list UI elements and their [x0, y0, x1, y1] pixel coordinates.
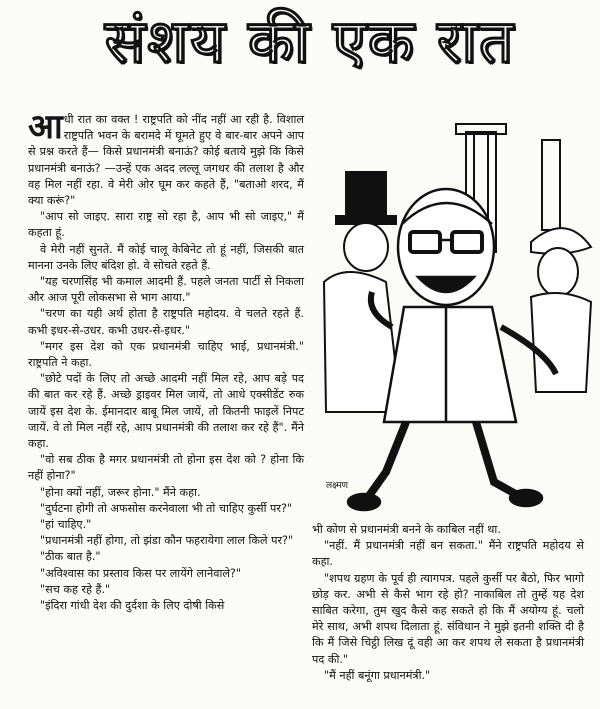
- paragraph: "प्रधानमंत्री नहीं होगा, तो झंडा कौन फहरायेगा लाल किले पर?": [40, 534, 294, 548]
- paragraph: "यह चरणसिंह भी कमाल आदमी हैं. पहले जनता पार्टी से निकला और आज पूरी लोकसभा से भाग आया.": [28, 275, 304, 305]
- tophat-figure: [324, 172, 401, 412]
- artist-signature: लक्ष्मण: [326, 481, 348, 491]
- paragraph: "होना क्यों नहीं, जरूर होना." मैंने कहा.: [40, 485, 201, 499]
- paragraph: "हां चाहिए.": [40, 518, 92, 532]
- paragraph: धी रात का वक्त ! राष्ट्रपति को नींद नहीं आ रही है. विशाल राष्ट्रपति भवन के बरामदे में घूमते हुए वे बार-बार अपने आप से प्रश्न करते हैं— किसे प्रधानमंत्री बनाऊं? कोई बताये मुझे कि किसे प्रधानमंत्री बनाऊं? —उन्हें एक अदद लल्लू जगधर की तलाश है और वह मिल नहीं रहा. वे मेरी ओर घूम कर कहते हैं, "बताओ शरद, मैं क्या करूं?": [28, 113, 304, 208]
- paragraph: "शपथ ग्रहण के पूर्व ही त्यागपत्र. पहले कुर्सी पर बैठो, फिर भागो छोड़ कर. अभी से कैसे भाग रहे हो? नाकाबिल तो तुम्हें यह देश साबित करेगा, तुम खुद कैसे कह सकते हो कि मैं अयोग्य हूं. चलो मेरे साथ, अभी शपथ दिलाता हूं. संविधान ने मुझे इतनी शक्ति दी है कि मैं जिसे चिट्ठी लिख दूं वही आ कर शपथ ले सकता है प्रधानमंत्री पद की.": [312, 571, 584, 666]
- paragraph: "दुर्घटना होगी तो अफसोस करनेवाला भी तो चाहिए कुर्सी पर?": [40, 501, 293, 515]
- paragraph: "ठीक बात है.": [40, 550, 101, 564]
- left-column: [28, 107, 304, 614]
- paragraph: "सच कह रहे हैं.": [40, 582, 111, 596]
- paragraph: "चरण का यही अर्थ होता है राष्ट्रपति महोदय. वे चलते रहते हैं. कभी इधर-से-उधर. कभी उधर-से-इधर.": [28, 307, 304, 337]
- paragraph: "मगर इस देश को एक प्रधानमंत्री चाहिए भाई, प्रधानमंत्री." राष्ट्रपति ने कहा.: [28, 339, 304, 370]
- paragraph: "नहीं. मैं प्रधानमंत्री नहीं बन सकता." मैंने राष्ट्रपति महोदय से कहा.: [312, 539, 584, 569]
- page-title: संशय की एक रात: [104, 7, 516, 77]
- paragraph: "इंदिरा गांधी देश की दुर्दशा के लिए दोषी किसे: [40, 599, 225, 613]
- paragraph: "वो सब ठीक है मगर प्रधानमंत्री तो होना इस देश को ? होना कि नहीं होना?": [28, 453, 304, 483]
- paragraph: "मैं नहीं बनूंगा प्रधानमंत्री.": [324, 668, 431, 682]
- paragraph: भी कोण से प्रधानमंत्री बनने के काबिल नहीं था.: [312, 523, 501, 536]
- paragraph: "छोटे पदों के लिए तो अच्छे आदमी नहीं मिल रहे, आप बड़े पद की बात कर रहे हैं. अच्छे ड्राइवर मिल जायें, तो आधे एक्सीडेंट रुक जायें इस देश के. ईमानदार बाबू मिल जायें, तो कितनी फाइलें निपट जायें. वे तो मिल नहीं रहे, आप प्रधानमंत्री की तलाश कर रहे हैं". मैंने कहा.: [28, 372, 304, 451]
- right-column: [312, 522, 584, 684]
- cartoon-illustration: [306, 112, 596, 514]
- dropcap: आ: [28, 107, 63, 147]
- paragraph: "आप सो जाइए. सारा राष्ट्र सो रहा है, आप भी सो जाइए," मैं कहता हूं.: [28, 210, 304, 240]
- paragraph: वे मेरी नहीं सुनते. मैं कोई चालू केबिनेट तो हूं नहीं, जिसकी बात मानना उनके लिए बंदिश हो. वे सोचते रहते हैं.: [28, 242, 304, 272]
- paragraph: "अविश्वास का प्रस्ताव किस पर लायेंगे लानेवाले?": [40, 566, 242, 580]
- turban-figure: [531, 228, 591, 392]
